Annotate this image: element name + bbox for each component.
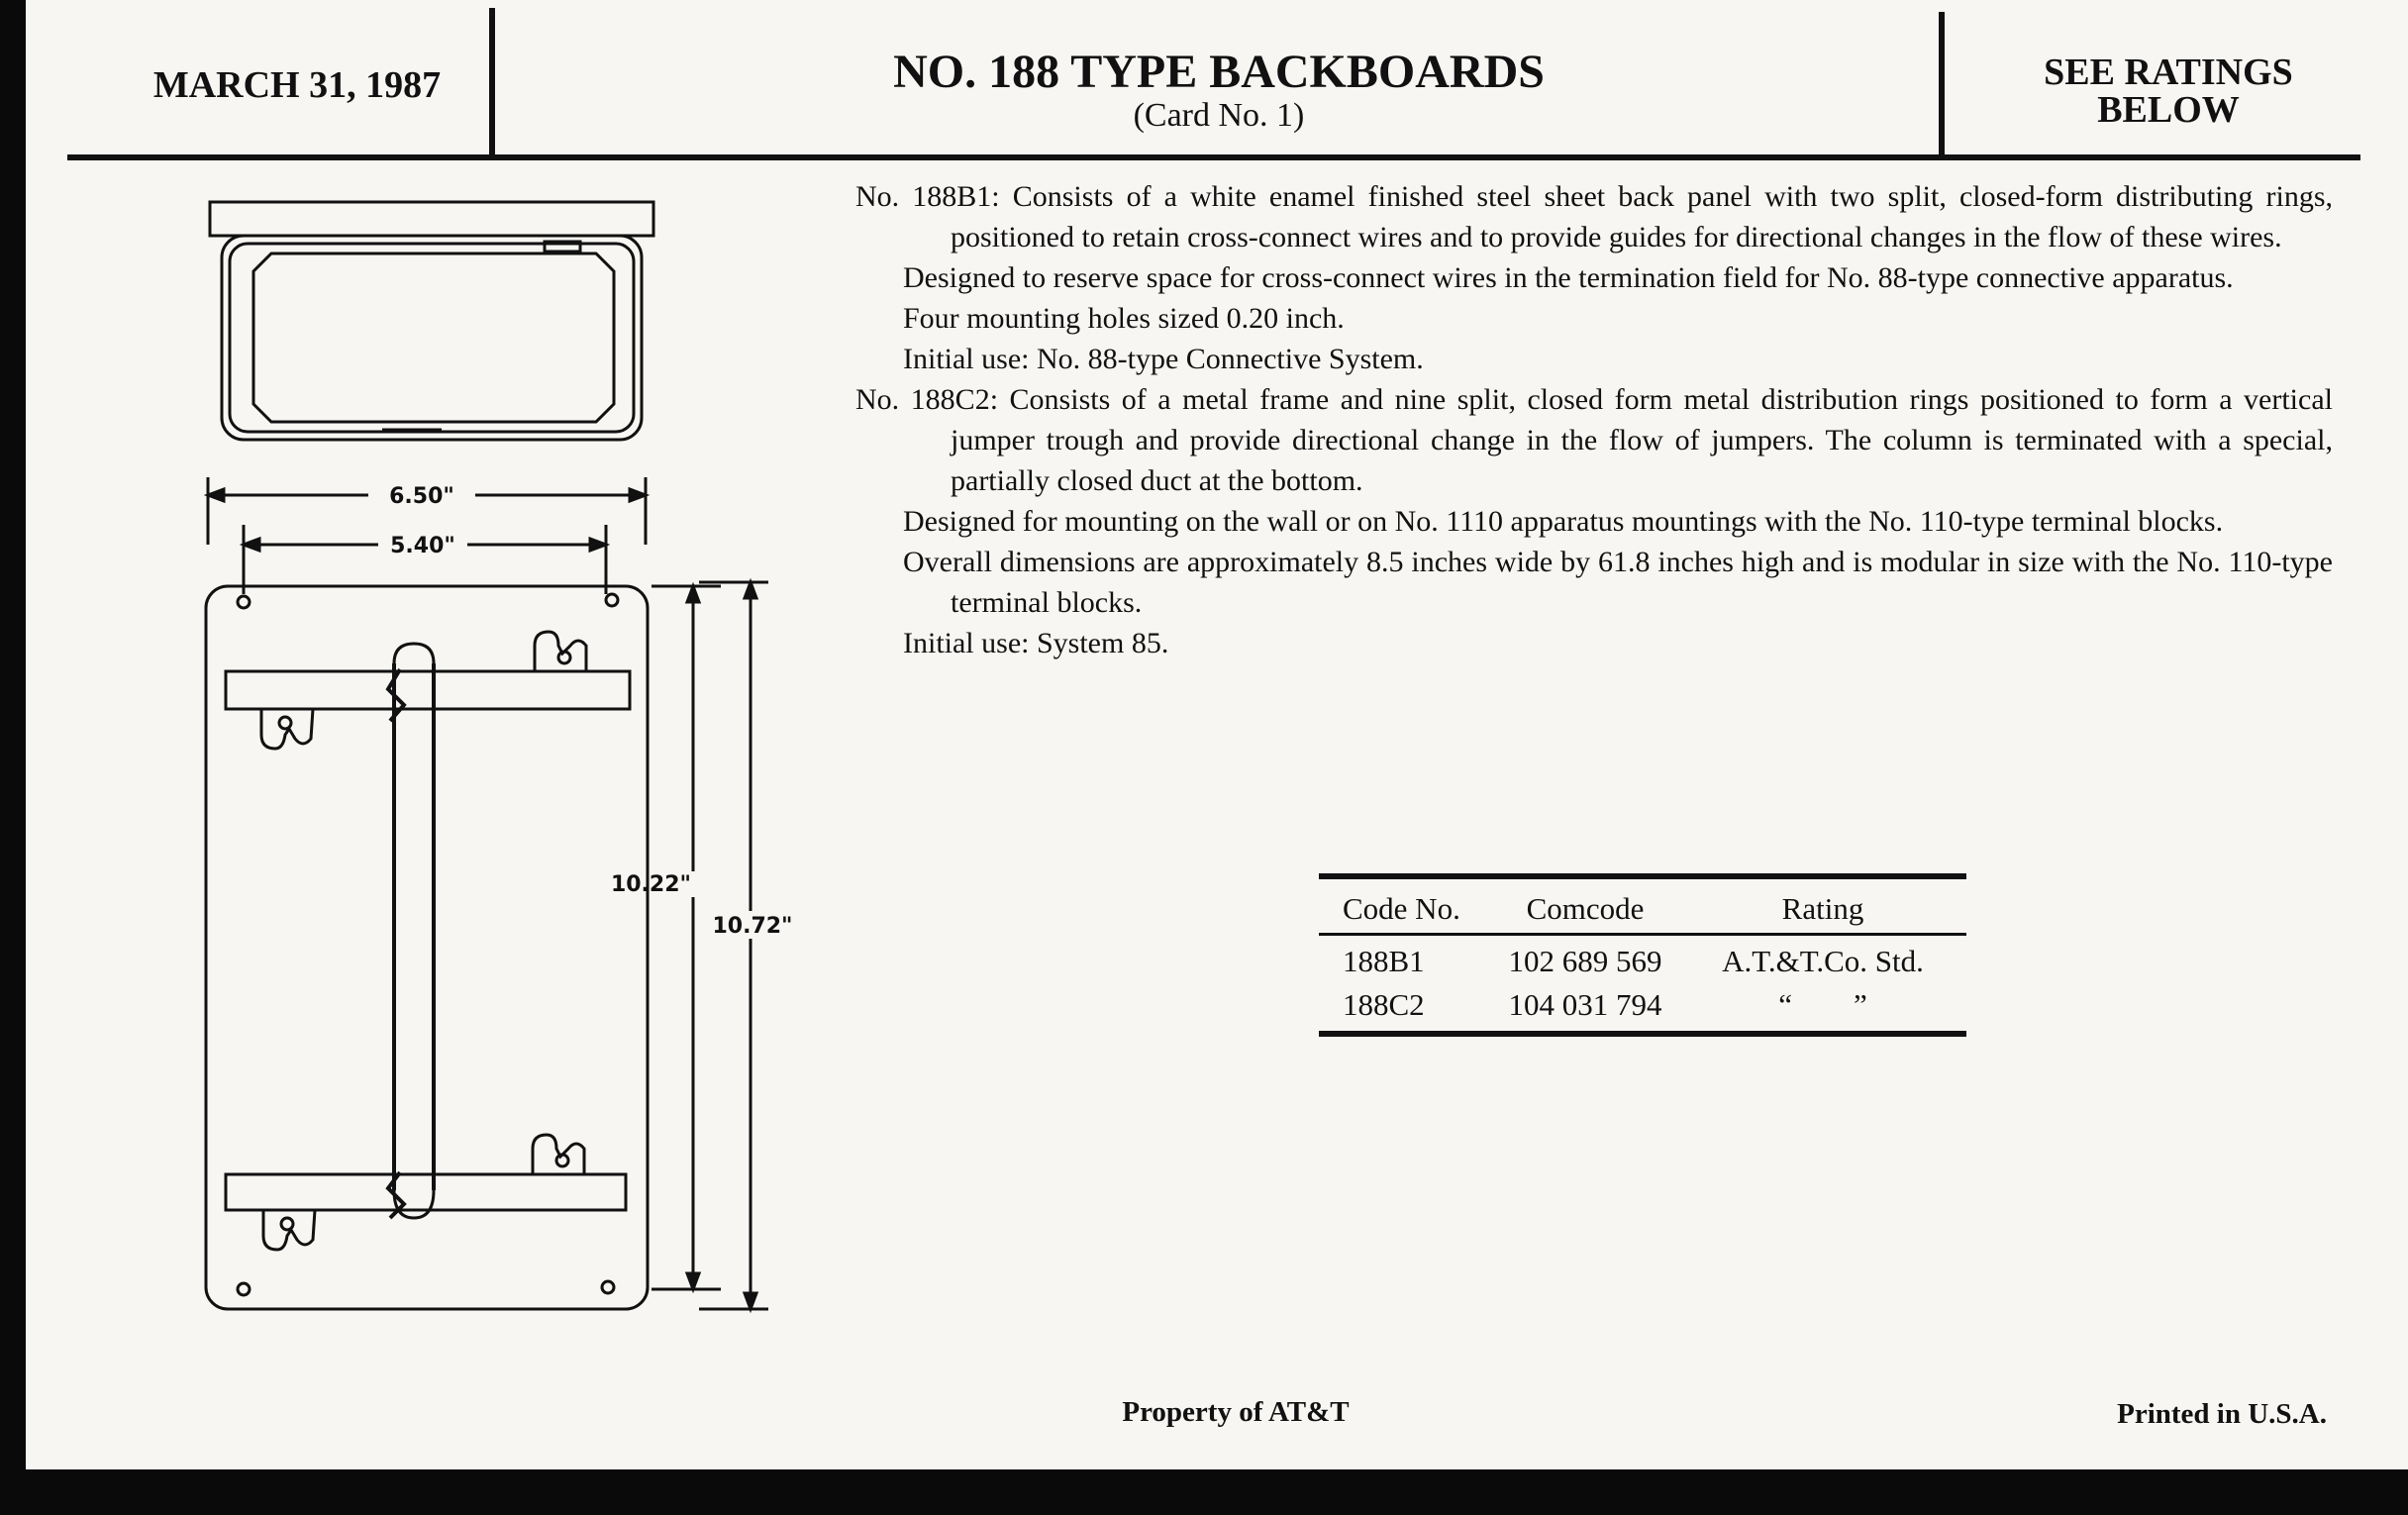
ratings-note-line2: BELOW <box>2097 89 2240 131</box>
cell-rating: A.T.&T.Co. Std. <box>1722 944 1924 978</box>
desc-188b1-design: Designed to reserve space for cross-connect wires in the termination field for No. 88-type connective apparatus. <box>903 261 2234 294</box>
table-row <box>1319 983 1966 1031</box>
header-code-no: Code No. <box>1319 879 1491 935</box>
ratings-table <box>1319 873 1966 1037</box>
backboard-drawing <box>145 188 818 1327</box>
ratings-note <box>1970 53 2366 129</box>
front-view-drawing <box>206 586 648 1309</box>
dim-width-outer-label: 6.50" <box>389 484 454 509</box>
card-subtitle: (Card No. 1) <box>1133 97 1305 135</box>
table-row <box>1319 935 1966 984</box>
catalog-card <box>26 0 2408 1469</box>
cell-code-no: 188C2 <box>1343 987 1425 1022</box>
desc-188c2: No. 188C2: Consists of a metal frame and nine split, closed form metal distribution rings positioned to form a vertical jumper trough and provide directional change in the flow of jumpers. The column is terminated with a special, partially closed duct at the bottom. <box>855 383 2333 497</box>
desc-188c2-dimensions: Overall dimensions are approximately 8.5 inches wide by 61.8 inches high and is modular in size with the No. 110-type terminal blocks. <box>903 546 2333 619</box>
height-dimension-lines <box>652 582 768 1309</box>
card-title: NO. 188 TYPE BACKBOARDS <box>893 46 1545 98</box>
footer-printed: Printed in U.S.A. <box>2117 1398 2327 1430</box>
header-rating: Rating <box>1679 879 1966 935</box>
desc-188c2-initial-use: Initial use: System 85. <box>903 627 1169 659</box>
dim-height-inner-label: 10.22" <box>610 872 691 897</box>
desc-188b1-initial-use: Initial use: No. 88-type Connective System. <box>903 343 1424 375</box>
desc-188b1-holes: Four mounting holes sized 0.20 inch. <box>903 302 1345 335</box>
ratings-note-line1: SEE RATINGS <box>2044 51 2293 93</box>
desc-188c2-design: Designed for mounting on the wall or on No. 1110 apparatus mountings with the No. 110-type terminal blocks. <box>903 505 2224 538</box>
top-view-drawing <box>210 202 653 440</box>
description-text <box>855 176 2333 663</box>
cell-code-no: 188B1 <box>1343 944 1425 978</box>
card-title-block <box>491 48 1947 135</box>
header-comcode: Comcode <box>1491 879 1679 935</box>
desc-188b1: No. 188B1: Consists of a white enamel finished steel sheet back panel with two split, closed-form distributing rings, positioned to retain cross-connect wires and to provide guides for directional changes in the flow of these wires. <box>855 180 2333 253</box>
header-divider-right <box>1939 12 1945 160</box>
cell-rating: “ ” <box>1778 987 1867 1022</box>
card-date: MARCH 31, 1987 <box>152 64 442 106</box>
cell-comcode: 104 031 794 <box>1508 987 1662 1022</box>
footer-property: Property of AT&T <box>1122 1396 1350 1428</box>
header-rule <box>67 154 2360 160</box>
dim-width-inner-label: 5.40" <box>390 534 455 558</box>
dim-height-outer-label: 10.72" <box>712 914 793 939</box>
cell-comcode: 102 689 569 <box>1508 944 1662 978</box>
ratings-header-row <box>1319 879 1966 935</box>
